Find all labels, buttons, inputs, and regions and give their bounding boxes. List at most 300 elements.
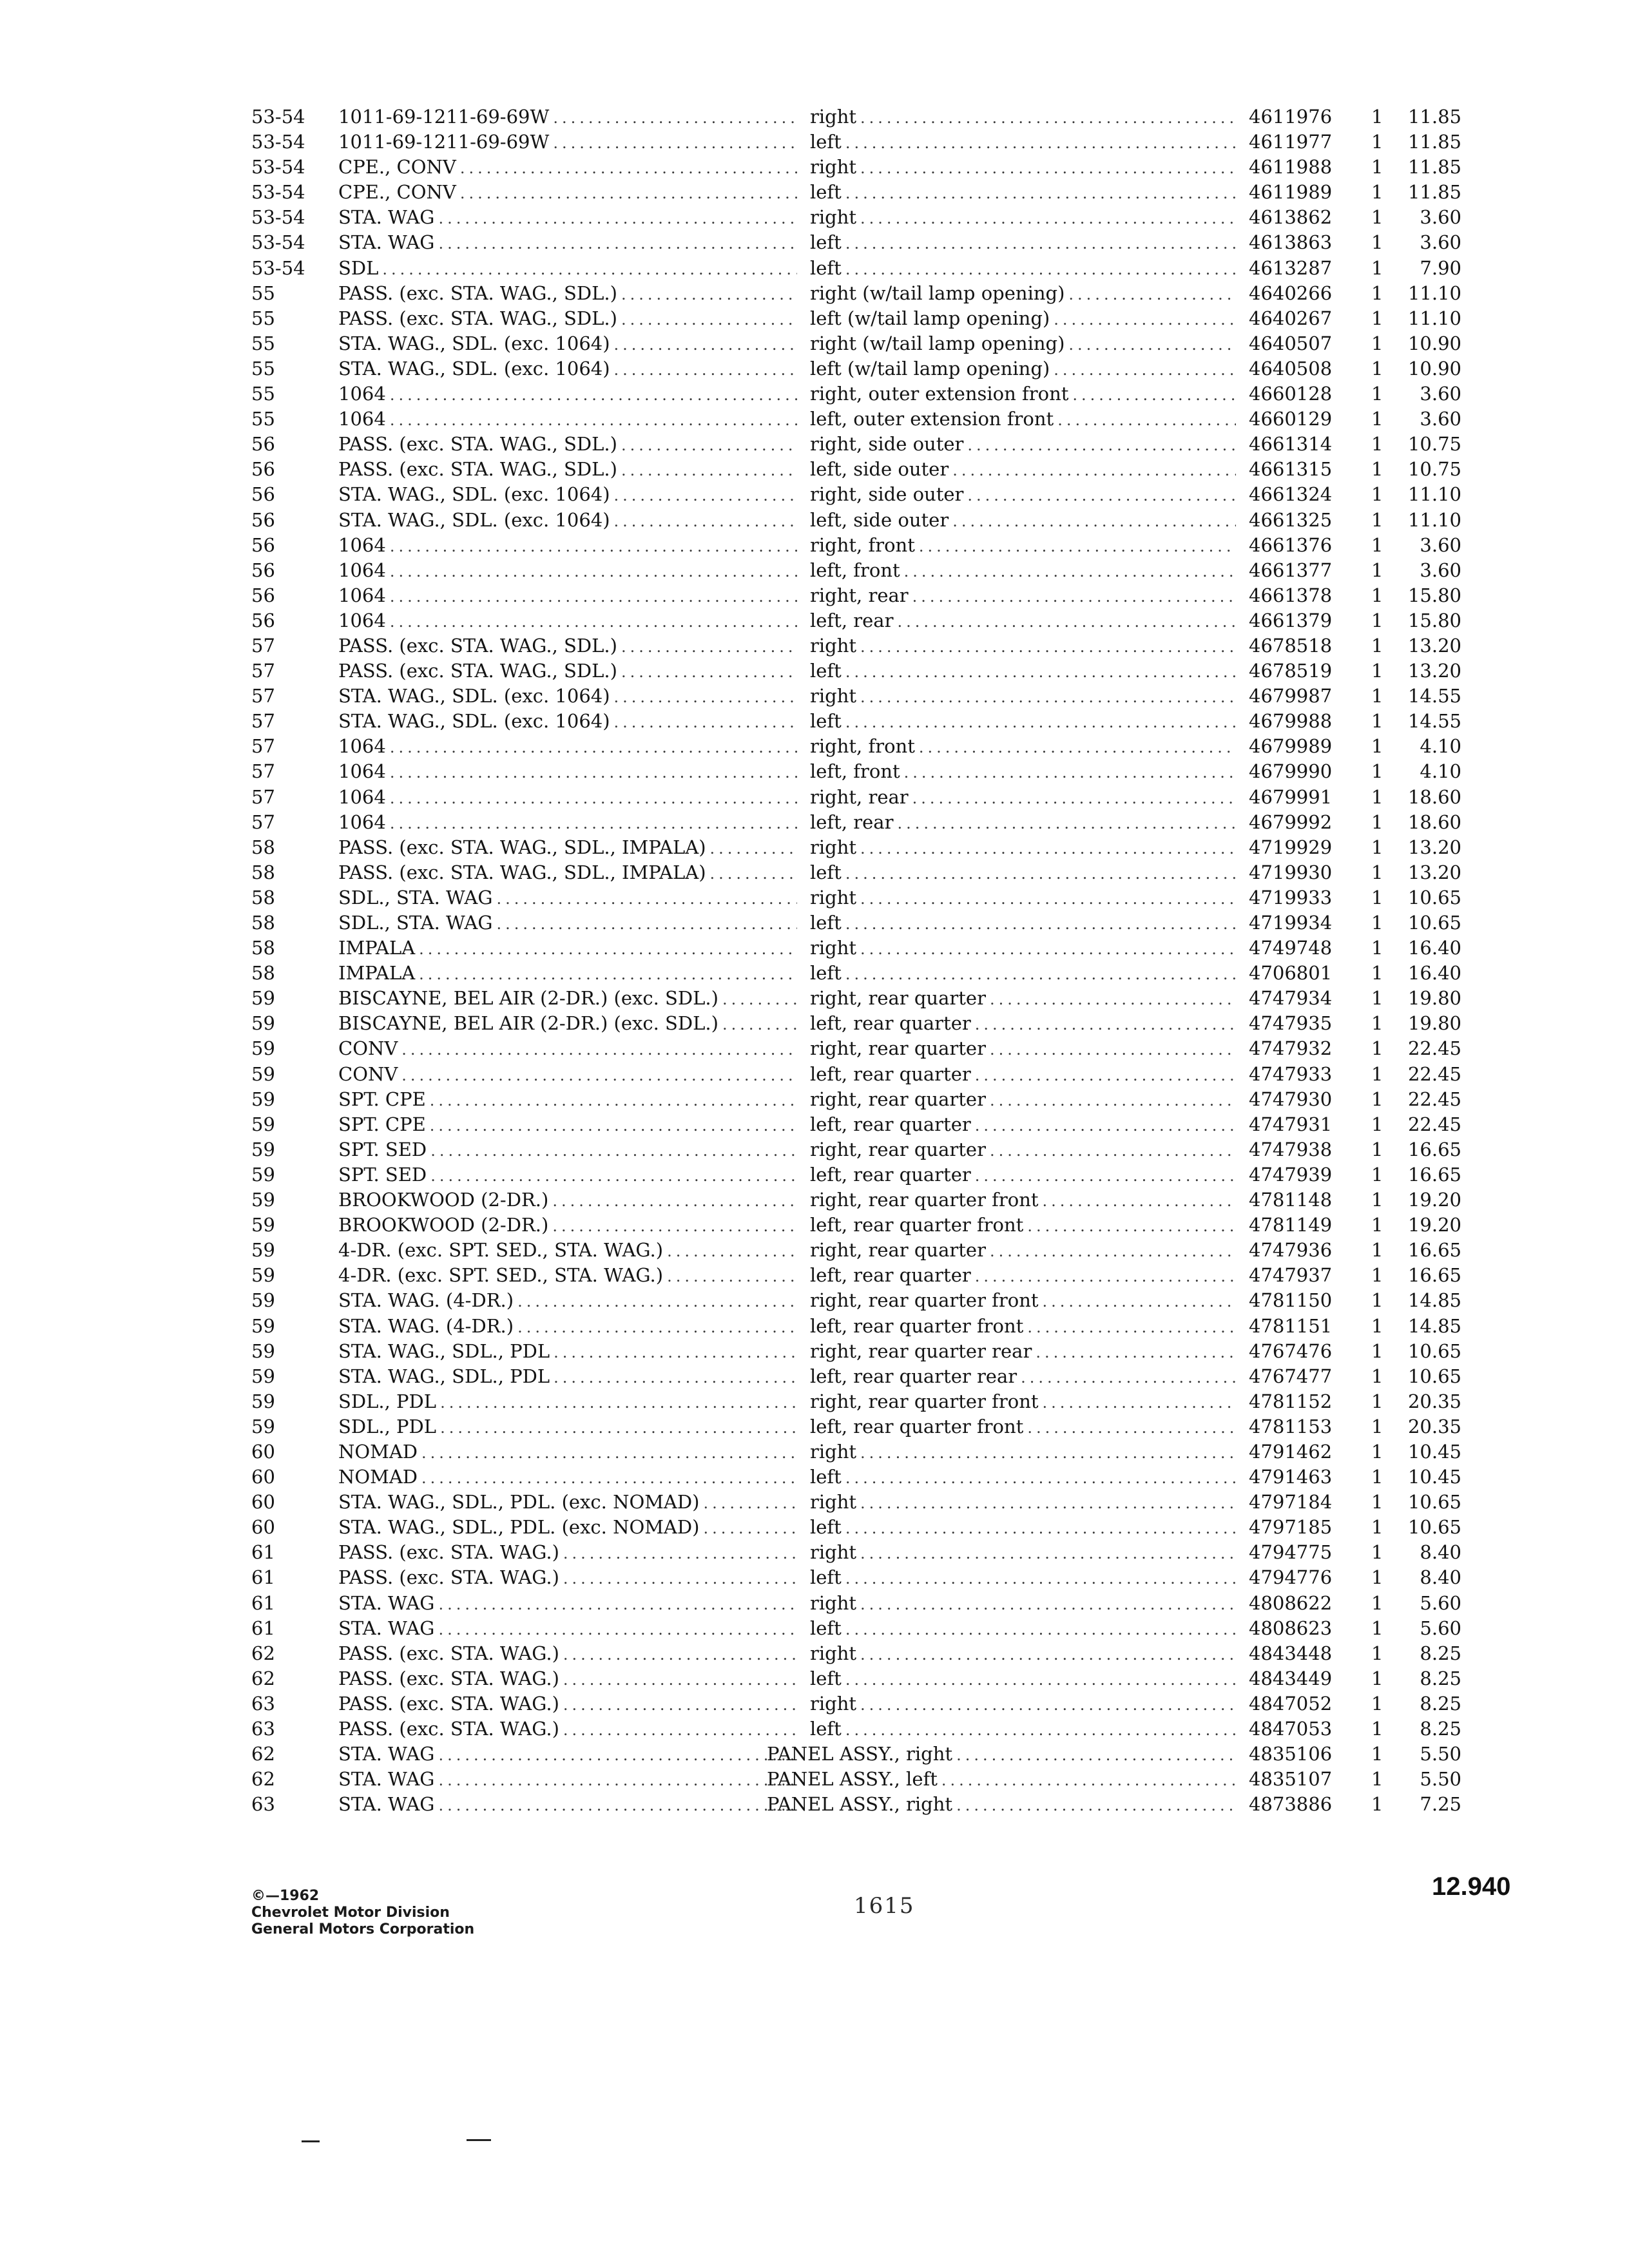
description-text: right, rear quarter rear	[810, 1340, 1032, 1362]
year-cell: 59	[251, 1264, 275, 1287]
year-cell: 62	[251, 1743, 275, 1765]
model-text: 4-DR. (exc. SPT. SED., STA. WAG.)	[338, 1239, 664, 1262]
model-cell	[338, 281, 810, 307]
price-cell: 5.60	[1420, 1591, 1461, 1614]
part-number-cell: 4808623	[1249, 1617, 1333, 1639]
model-text: STA. WAG., SDL., PDL	[338, 1365, 550, 1387]
price-cell: 14.55	[1407, 710, 1461, 733]
description-cell	[767, 1742, 1249, 1768]
model-text: SPT. CPE	[338, 1113, 426, 1135]
description-text: right, front	[810, 533, 915, 556]
year-cell: 63	[251, 1692, 275, 1715]
model-text: 1064	[338, 559, 386, 581]
model-cell	[338, 1540, 810, 1566]
quantity-cell: 1	[1371, 1340, 1383, 1362]
description-cell	[810, 533, 1249, 559]
model-cell	[338, 1515, 810, 1541]
description-cell	[810, 155, 1249, 181]
quantity-cell: 1	[1371, 383, 1383, 405]
description-text: left, rear	[810, 811, 894, 833]
year-cell: 56	[251, 584, 275, 606]
dot-leader	[554, 1365, 797, 1390]
quantity-cell: 1	[1371, 735, 1383, 758]
dot-leader	[845, 962, 1236, 987]
table-row	[251, 936, 1476, 961]
model-text: BISCAYNE, BEL AIR (2-DR.) (exc. SDL.)	[338, 1012, 718, 1035]
quantity-cell: 1	[1371, 1768, 1383, 1791]
year-cell: 61	[251, 1591, 275, 1614]
quantity-cell: 1	[1371, 1189, 1383, 1211]
dot-leader	[552, 1189, 797, 1214]
dot-leader	[845, 660, 1236, 685]
table-row	[251, 885, 1476, 910]
description-text: left	[810, 861, 842, 883]
description-cell	[810, 684, 1249, 710]
model-text: PASS. (exc. STA. WAG., SDL.)	[338, 433, 617, 456]
part-number-cell: 4767476	[1249, 1340, 1333, 1362]
year-cell: 59	[251, 1113, 275, 1135]
price-cell: 3.60	[1420, 231, 1461, 254]
description-text: right	[810, 634, 857, 657]
dot-leader	[517, 1289, 797, 1314]
quantity-cell: 1	[1371, 987, 1383, 1010]
part-number-cell: 4613862	[1249, 206, 1333, 229]
part-number-cell: 4747936	[1249, 1239, 1333, 1262]
price-cell: 3.60	[1420, 408, 1461, 430]
description-cell	[810, 1616, 1249, 1642]
description-text: PANEL ASSY., right	[767, 1793, 953, 1816]
year-cell: 62	[251, 1667, 275, 1689]
description-text: right	[810, 106, 857, 128]
quantity-cell: 1	[1371, 1365, 1383, 1387]
dot-leader	[860, 1693, 1236, 1718]
part-number-cell: 4835106	[1249, 1743, 1333, 1765]
description-cell	[810, 558, 1249, 584]
model-text: CPE., CONV	[338, 181, 456, 204]
dot-leader	[845, 257, 1236, 282]
price-cell: 20.35	[1407, 1415, 1461, 1437]
model-text: SDL., STA. WAG	[338, 912, 493, 934]
price-cell: 8.25	[1420, 1692, 1461, 1715]
description-cell	[810, 1691, 1249, 1718]
model-cell	[338, 1187, 810, 1214]
model-text: PASS. (exc. STA. WAG.)	[338, 1642, 559, 1664]
model-cell	[338, 1213, 810, 1239]
model-text: PASS. (exc. STA. WAG., SDL.)	[338, 282, 617, 304]
price-cell: 3.60	[1420, 383, 1461, 405]
description-cell	[810, 1465, 1249, 1491]
model-cell	[338, 381, 810, 408]
quantity-cell: 1	[1371, 1541, 1383, 1564]
description-text: left, front	[810, 559, 900, 581]
table-row	[251, 432, 1476, 457]
year-cell: 58	[251, 937, 275, 959]
dot-leader	[438, 1768, 797, 1793]
price-cell: 13.20	[1407, 861, 1461, 883]
price-cell: 3.60	[1420, 206, 1461, 229]
description-cell	[810, 356, 1249, 383]
dot-leader	[845, 861, 1236, 887]
year-cell: 55	[251, 383, 275, 405]
model-text: STA. WAG. (4-DR.)	[338, 1289, 514, 1312]
model-cell	[338, 533, 810, 559]
model-cell	[338, 961, 810, 987]
model-text: PASS. (exc. STA. WAG.)	[338, 1718, 559, 1740]
description-text: right	[810, 156, 857, 178]
dot-leader	[563, 1566, 797, 1591]
description-cell	[810, 104, 1249, 131]
dot-leader	[460, 181, 797, 206]
part-number-cell: 4661325	[1249, 508, 1333, 531]
year-cell: 58	[251, 962, 275, 985]
description-cell	[810, 1439, 1249, 1466]
part-number-cell: 4747939	[1249, 1163, 1333, 1186]
year-cell: 57	[251, 811, 275, 833]
price-cell: 13.20	[1407, 660, 1461, 682]
table-row	[251, 180, 1476, 205]
dot-leader	[990, 1037, 1236, 1062]
model-cell	[338, 155, 810, 181]
dot-leader	[1021, 1365, 1236, 1390]
model-text: 1064	[338, 735, 386, 758]
table-row	[251, 1666, 1476, 1691]
part-number-cell: 4747935	[1249, 1012, 1333, 1035]
dot-leader	[438, 206, 797, 231]
description-cell	[810, 810, 1249, 836]
year-cell: 53-54	[251, 206, 305, 229]
dot-leader	[975, 1264, 1236, 1289]
description-cell	[810, 1364, 1249, 1390]
model-cell	[338, 1716, 810, 1743]
part-number-cell: 4679988	[1249, 710, 1333, 733]
description-cell	[810, 1137, 1249, 1164]
model-cell	[338, 1062, 810, 1088]
division-name: Chevrolet Motor Division	[251, 1905, 450, 1921]
year-cell: 58	[251, 836, 275, 858]
table-row	[251, 381, 1476, 407]
description-text: left, rear	[810, 609, 894, 631]
part-number-cell: 4719934	[1249, 912, 1333, 934]
price-cell: 11.85	[1407, 181, 1461, 204]
year-cell: 59	[251, 1289, 275, 1312]
model-text: SDL	[338, 256, 379, 279]
price-cell: 11.10	[1407, 483, 1461, 506]
part-number-cell: 4611977	[1249, 131, 1333, 153]
description-cell	[810, 281, 1249, 307]
part-number-cell: 4661324	[1249, 483, 1333, 506]
description-text: left, rear quarter rear	[810, 1365, 1017, 1387]
dot-leader	[722, 1012, 797, 1037]
dot-leader	[845, 131, 1236, 156]
table-row	[251, 1414, 1476, 1439]
table-row	[251, 1364, 1476, 1389]
description-cell	[810, 583, 1249, 610]
description-cell	[810, 785, 1249, 811]
price-cell: 8.25	[1420, 1718, 1461, 1740]
table-row	[251, 658, 1476, 684]
year-cell: 59	[251, 1189, 275, 1211]
dot-leader	[401, 1063, 797, 1088]
description-text: left	[810, 181, 842, 204]
model-text: PASS. (exc. STA. WAG., SDL., IMPALA)	[338, 836, 706, 858]
year-cell: 61	[251, 1566, 275, 1589]
part-number-cell: 4611989	[1249, 181, 1333, 204]
price-cell: 19.80	[1407, 1012, 1461, 1035]
dot-leader	[1027, 1214, 1236, 1239]
model-text: STA. WAG., SDL. (exc. 1064)	[338, 508, 610, 531]
description-text: right, rear quarter	[810, 1037, 986, 1060]
dot-leader	[860, 836, 1236, 861]
table-row	[251, 1036, 1476, 1061]
table-row	[251, 1439, 1476, 1465]
model-text: CONV	[338, 1037, 398, 1060]
part-number-cell: 4706801	[1249, 962, 1333, 985]
description-cell	[810, 709, 1249, 735]
model-cell	[338, 1565, 810, 1591]
price-cell: 22.45	[1407, 1037, 1461, 1060]
description-text: right (w/tail lamp opening)	[810, 332, 1065, 354]
description-cell	[810, 608, 1249, 635]
dot-leader	[517, 1315, 797, 1340]
dot-leader	[845, 1667, 1236, 1693]
quantity-cell: 1	[1371, 458, 1383, 481]
part-number-cell: 4661379	[1249, 609, 1333, 631]
dot-leader	[497, 912, 797, 937]
dot-leader	[390, 559, 797, 584]
model-text: IMPALA	[338, 937, 416, 959]
description-text: left, rear quarter	[810, 1163, 971, 1186]
dot-leader	[621, 660, 797, 685]
price-cell: 14.55	[1407, 685, 1461, 707]
quantity-cell: 1	[1371, 231, 1383, 254]
dot-leader	[860, 887, 1236, 912]
description-cell	[810, 936, 1249, 962]
description-cell	[810, 1036, 1249, 1062]
description-text: PANEL ASSY., right	[767, 1743, 953, 1765]
quantity-cell: 1	[1371, 1692, 1383, 1715]
table-row	[251, 633, 1476, 658]
quantity-cell: 1	[1371, 1718, 1383, 1740]
quantity-cell: 1	[1371, 559, 1383, 581]
price-cell: 15.80	[1407, 584, 1461, 606]
table-row	[251, 130, 1476, 155]
dot-leader	[703, 1516, 797, 1541]
model-cell	[338, 180, 810, 206]
quantity-cell: 1	[1371, 886, 1383, 908]
quantity-cell: 1	[1371, 1264, 1383, 1287]
year-cell: 59	[251, 1062, 275, 1085]
dot-leader	[845, 181, 1236, 206]
table-row	[251, 835, 1476, 860]
description-cell	[810, 230, 1249, 256]
part-number-cell: 4661376	[1249, 533, 1333, 556]
part-number-cell: 4678518	[1249, 634, 1333, 657]
model-cell	[338, 1011, 810, 1037]
dot-leader	[990, 1139, 1236, 1164]
quantity-cell: 1	[1371, 307, 1383, 329]
model-cell	[338, 1591, 810, 1617]
year-cell: 60	[251, 1516, 275, 1539]
description-cell	[810, 1213, 1249, 1239]
price-cell: 10.75	[1407, 433, 1461, 456]
quantity-cell: 1	[1371, 937, 1383, 959]
price-cell: 11.10	[1407, 307, 1461, 329]
model-cell	[338, 684, 810, 710]
year-cell: 57	[251, 710, 275, 733]
model-cell	[338, 457, 810, 483]
description-cell	[810, 961, 1249, 987]
model-text: CPE., CONV	[338, 156, 456, 178]
description-cell	[810, 759, 1249, 785]
year-cell: 57	[251, 735, 275, 758]
table-row	[251, 356, 1476, 381]
quantity-cell: 1	[1371, 1617, 1383, 1639]
description-text: left	[810, 1516, 842, 1539]
model-cell	[338, 1767, 810, 1793]
description-text: left	[810, 912, 842, 934]
dot-leader	[860, 635, 1236, 660]
model-text: STA. WAG	[338, 1743, 435, 1765]
description-text: right (w/tail lamp opening)	[810, 282, 1065, 304]
part-number-cell: 4640266	[1249, 282, 1333, 304]
dot-leader	[722, 987, 797, 1012]
description-cell	[810, 1087, 1249, 1113]
description-cell	[810, 482, 1249, 508]
description-text: PANEL ASSY., left	[767, 1768, 938, 1791]
quantity-cell: 1	[1371, 1667, 1383, 1689]
price-cell: 19.20	[1407, 1189, 1461, 1211]
part-number-cell: 4679989	[1249, 735, 1333, 758]
quantity-cell: 1	[1371, 962, 1383, 985]
part-number-cell: 4660129	[1249, 408, 1333, 430]
dot-leader	[1027, 1315, 1236, 1340]
model-cell	[338, 1742, 810, 1768]
dot-leader	[438, 231, 797, 256]
dot-leader	[440, 1416, 797, 1441]
dot-leader	[421, 1441, 797, 1466]
dot-leader	[382, 257, 797, 282]
quantity-cell: 1	[1371, 836, 1383, 858]
dot-leader	[904, 760, 1236, 785]
description-cell	[810, 1641, 1249, 1667]
quantity-cell: 1	[1371, 206, 1383, 229]
price-cell: 10.65	[1407, 1491, 1461, 1514]
year-cell: 57	[251, 760, 275, 783]
model-text: PASS. (exc. STA. WAG.)	[338, 1667, 559, 1689]
price-cell: 18.60	[1407, 811, 1461, 833]
part-number-cell: 4797184	[1249, 1491, 1333, 1514]
year-cell: 57	[251, 785, 275, 808]
model-cell	[338, 1439, 810, 1466]
year-cell: 59	[251, 1012, 275, 1035]
dot-leader	[912, 584, 1236, 610]
description-text: right	[810, 1692, 857, 1715]
description-cell	[810, 1540, 1249, 1566]
description-text: right, rear quarter	[810, 1138, 986, 1160]
model-text: SDL., PDL	[338, 1390, 437, 1412]
model-text: SDL., STA. WAG	[338, 886, 493, 908]
table-row	[251, 1238, 1476, 1263]
part-number-cell: 4843448	[1249, 1642, 1333, 1664]
model-cell	[338, 407, 810, 433]
table-row	[251, 1137, 1476, 1162]
quantity-cell: 1	[1371, 1516, 1383, 1539]
part-number-cell: 4791463	[1249, 1466, 1333, 1488]
year-cell: 59	[251, 1239, 275, 1262]
year-cell: 55	[251, 357, 275, 380]
description-cell	[810, 508, 1249, 534]
quantity-cell: 1	[1371, 584, 1383, 606]
model-cell	[338, 1490, 810, 1516]
price-cell: 11.85	[1407, 131, 1461, 153]
description-cell	[810, 1238, 1249, 1264]
table-row	[251, 558, 1476, 583]
description-text: left (w/tail lamp opening)	[810, 307, 1050, 329]
dot-leader	[621, 458, 797, 483]
copyright-notice: ©—1962	[251, 1888, 320, 1904]
table-row	[251, 155, 1476, 180]
description-text: right	[810, 836, 857, 858]
part-number-cell: 4661377	[1249, 559, 1333, 581]
quantity-cell: 1	[1371, 433, 1383, 456]
model-text: STA. WAG., SDL. (exc. 1064)	[338, 332, 610, 354]
year-cell: 56	[251, 458, 275, 481]
dot-leader	[438, 1793, 797, 1818]
dot-leader	[897, 811, 1236, 836]
dot-leader	[860, 206, 1236, 231]
dot-leader	[860, 937, 1236, 962]
dot-leader	[860, 685, 1236, 710]
dot-leader	[430, 1088, 797, 1113]
quantity-cell: 1	[1371, 1239, 1383, 1262]
table-row	[251, 1641, 1476, 1666]
dot-leader	[497, 887, 797, 912]
part-number-cell: 4747934	[1249, 987, 1333, 1010]
model-text: STA. WAG., SDL. (exc. 1064)	[338, 685, 610, 707]
model-cell	[338, 508, 810, 534]
dot-leader	[553, 131, 797, 156]
model-cell	[338, 658, 810, 685]
year-cell: 62	[251, 1642, 275, 1664]
description-text: left	[810, 1466, 842, 1488]
model-cell	[338, 1314, 810, 1340]
dot-leader	[941, 1768, 1236, 1793]
description-cell	[810, 1716, 1249, 1743]
dot-leader	[614, 483, 797, 508]
quantity-cell: 1	[1371, 1289, 1383, 1312]
dot-leader	[1054, 358, 1236, 383]
dot-leader	[860, 1541, 1236, 1566]
price-cell: 19.80	[1407, 987, 1461, 1010]
model-text: STA. WAG., SDL. (exc. 1064)	[338, 483, 610, 506]
part-number-cell: 4679987	[1249, 685, 1333, 707]
quantity-cell: 1	[1371, 1012, 1383, 1035]
table-row	[251, 785, 1476, 810]
quantity-cell: 1	[1371, 533, 1383, 556]
part-number-cell: 4794775	[1249, 1541, 1333, 1564]
part-number-cell: 4781151	[1249, 1314, 1333, 1337]
table-row	[251, 986, 1476, 1011]
description-text: right, rear quarter front	[810, 1289, 1039, 1312]
price-cell: 11.85	[1407, 156, 1461, 178]
year-cell: 56	[251, 559, 275, 581]
table-row	[251, 1339, 1476, 1364]
dot-leader	[845, 1617, 1236, 1642]
price-cell: 11.10	[1407, 282, 1461, 304]
model-text: 1064	[338, 383, 386, 405]
part-number-cell: 4749748	[1249, 937, 1333, 959]
model-text: CONV	[338, 1062, 398, 1085]
